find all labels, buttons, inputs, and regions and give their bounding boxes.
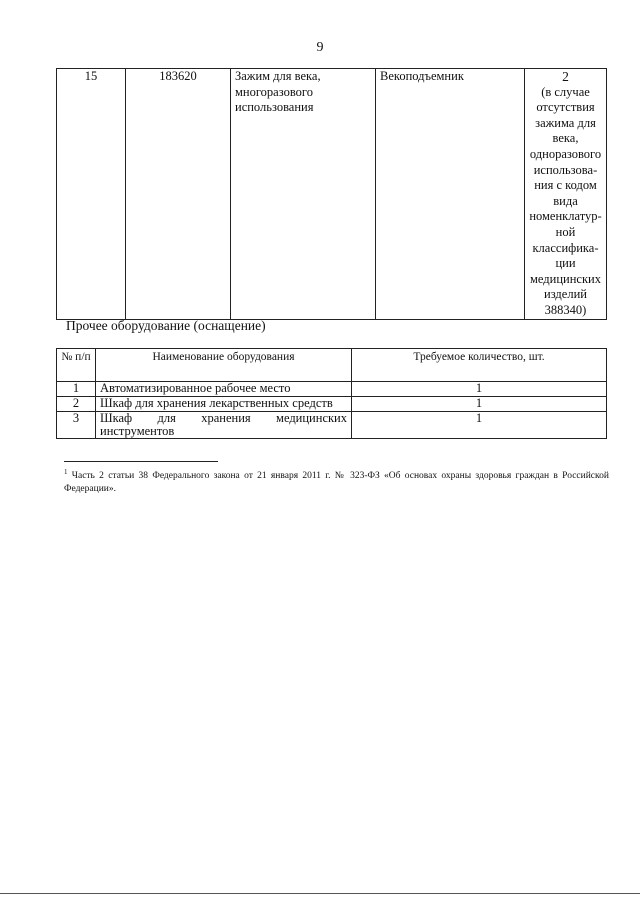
table-row (57, 412, 607, 439)
row-quantity-note: (в случае отсутствия зажима для века, одноразового использова-ния с кодом вида номенклатур-ной классифика-ции медицинских изделий 388340) (529, 84, 602, 317)
other-equipment-table (56, 348, 607, 439)
row-name-line1: Шкаф для хранения медицинских (100, 411, 347, 425)
page-bottom-edge (0, 893, 640, 894)
row-name: Шкаф для хранения лекарственных средств (96, 397, 352, 412)
equipment-table-continued (56, 68, 607, 320)
row-name: Зажим для века, многоразового использования (231, 69, 376, 320)
table-row (57, 69, 607, 320)
header-qty: Требуемое количество, шт. (352, 349, 607, 382)
table-row (57, 382, 607, 397)
row-qty: 1 (352, 382, 607, 397)
footnote-mark: 1 (64, 468, 68, 476)
header-num: № п/п (57, 349, 96, 382)
row-number: 15 (57, 69, 126, 320)
row-qty: 1 (352, 412, 607, 439)
row-equipment: Векоподъемник (376, 69, 525, 320)
row-num: 3 (57, 412, 96, 439)
table-header-row (57, 349, 607, 382)
footnote-text: Часть 2 статьи 38 Федерального закона от 21 января 2011 г. № 323-ФЗ «Об основах охраны здоровья граждан в Российской Федерации». (64, 471, 609, 494)
row-quantity-cell (525, 69, 607, 320)
page-number: 9 (316, 40, 324, 55)
row-name: Автоматизированное рабочее место (96, 382, 352, 397)
header-name: Наименование оборудования (96, 349, 352, 382)
footnote-divider (64, 461, 218, 462)
row-quantity: 2 (562, 69, 569, 84)
row-code: 183620 (126, 69, 231, 320)
row-num: 2 (57, 397, 96, 412)
row-name-line2: инструментов (100, 424, 175, 438)
row-qty: 1 (352, 397, 607, 412)
row-num: 1 (57, 382, 96, 397)
section-title: Прочее оборудование (оснащение) (66, 318, 266, 333)
row-name (96, 412, 352, 439)
table-row (57, 397, 607, 412)
footnote (64, 466, 609, 495)
